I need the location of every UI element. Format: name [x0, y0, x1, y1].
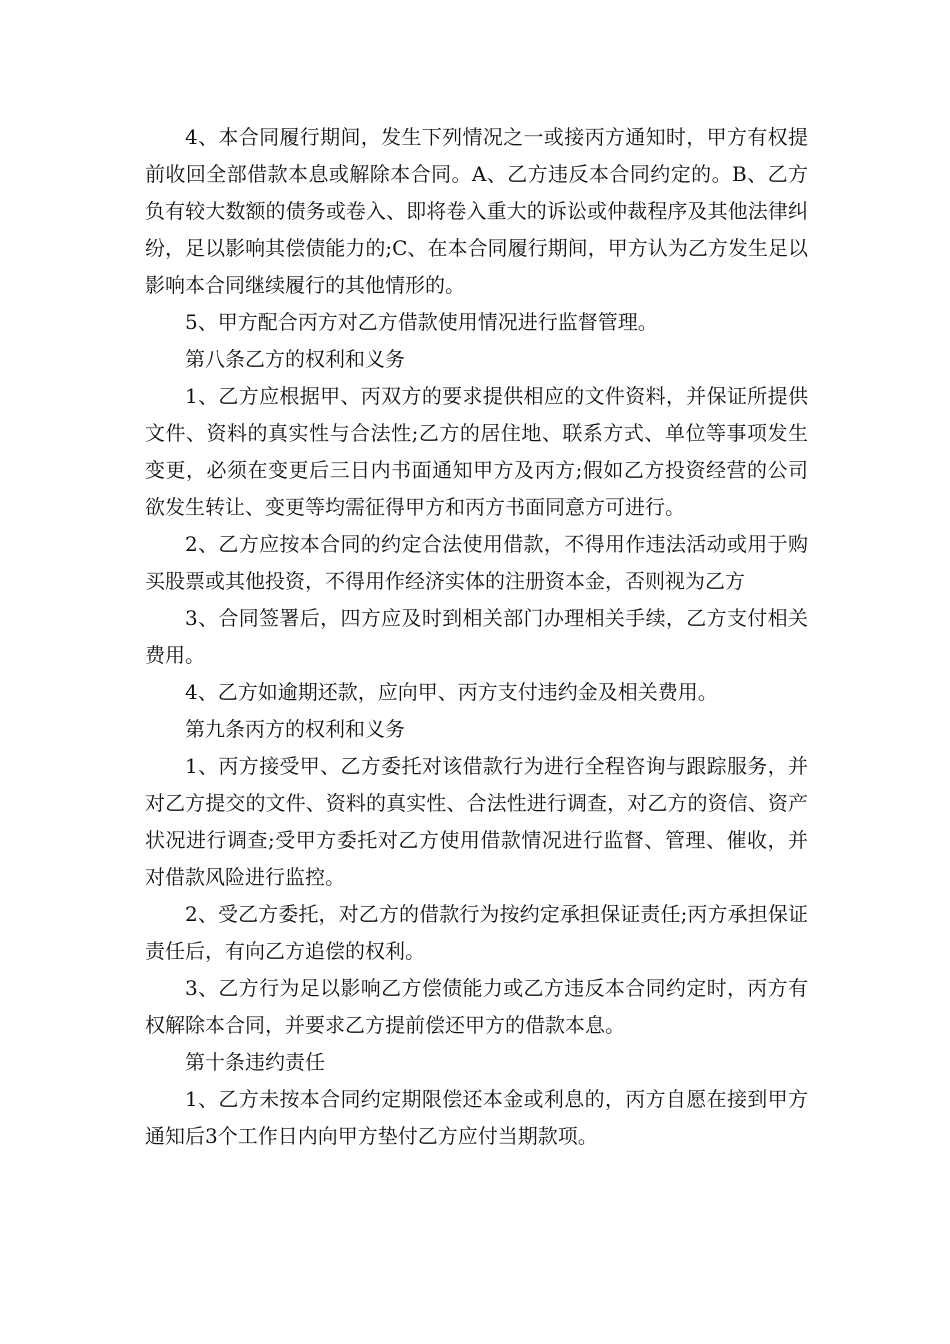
article-heading: 第十条违约责任 — [185, 1050, 325, 1074]
clause-paragraph: 1、乙方应根据甲、丙双方的要求提供相应的文件资料，并保证所提供文件、资料的真实性与合法性;乙方的居住地、联系方式、单位等事项发生变更，必须在变更后三日内书面通知甲方及丙方;假如乙方投资经营的公司欲发生转让、变更等均需征得甲方和丙方书面同意方可进行。 — [145, 384, 808, 519]
article-heading: 第八条乙方的权利和义务 — [185, 347, 405, 371]
clause-paragraph: 2、受乙方委托，对乙方的借款行为按约定承担保证责任;丙方承担保证责任后，有向乙方追偿的权利。 — [145, 902, 808, 963]
clause-paragraph: 2、乙方应按本合同的约定合法使用借款，不得用作违法活动或用于购买股票或其他投资，不得用作经济实体的注册资本金，否则视为乙方 — [145, 532, 808, 593]
clause-paragraph: 4、本合同履行期间，发生下列情况之一或接丙方通知时，甲方有权提前收回全部借款本息或解除本合同。A、乙方违反本合同约定的。B、乙方负有较大数额的债务或卷入、即将卷入重大的诉讼或仲裁程序及其他法律纠纷，足以影响其偿债能力的;C、在本合同履行期间，甲方认为乙方发生足以影响本合同继续履行的其他情形的。 — [145, 125, 808, 297]
clause-paragraph: 3、乙方行为足以影响乙方偿债能力或乙方违反本合同约定时，丙方有权解除本合同，并要求乙方提前偿还甲方的借款本息。 — [145, 976, 808, 1037]
clause-paragraph: 1、丙方接受甲、乙方委托对该借款行为进行全程咨询与跟踪服务，并对乙方提交的文件、资料的真实性、合法性进行调查，对乙方的资信、资产状况进行调查;受甲方委托对乙方使用借款情况进行监督、管理、催收，并对借款风险进行监控。 — [145, 754, 808, 889]
article-heading: 第九条丙方的权利和义务 — [185, 717, 405, 741]
document-body — [145, 119, 808, 1155]
clause-paragraph: 4、乙方如逾期还款，应向甲、丙方支付违约金及相关费用。 — [185, 680, 718, 704]
clause-paragraph: 1、乙方未按本合同约定期限偿还本金或利息的，丙方自愿在接到甲方通知后3个工作日内向甲方垫付乙方应付当期款项。 — [145, 1087, 808, 1148]
clause-paragraph: 3、合同签署后，四方应及时到相关部门办理相关手续，乙方支付相关费用。 — [145, 606, 808, 667]
clause-paragraph: 5、甲方配合丙方对乙方借款使用情况进行监督管理。 — [185, 310, 658, 334]
